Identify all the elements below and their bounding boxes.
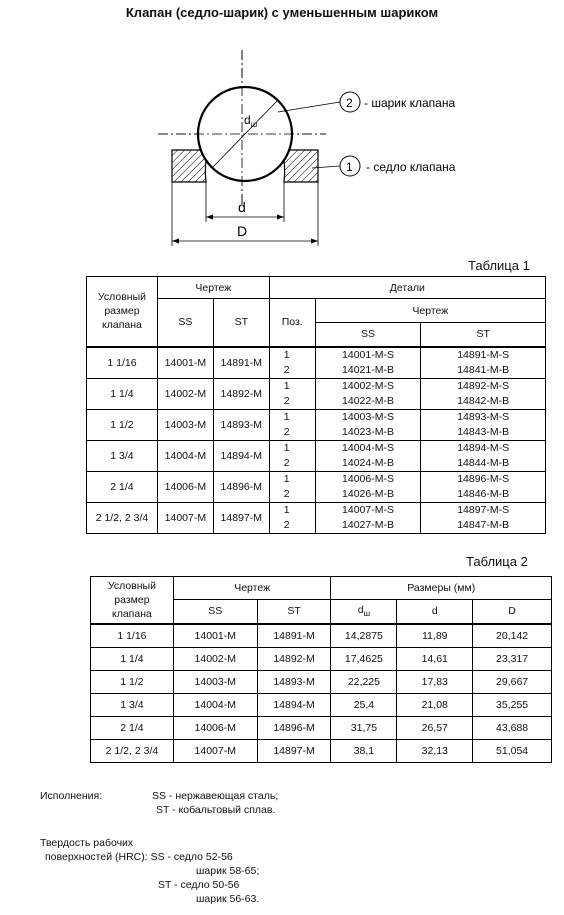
t1-cell-dst: 14897-M-S 14847-M-B (421, 502, 546, 533)
t1-cell-dss: 14004-M-S 14024-M-B (315, 440, 421, 471)
hardness-line-4: ST - седло 50-56 (158, 879, 240, 891)
t2-cell-dball: 25,4 (331, 693, 397, 716)
t1-cell-size: 1 1/2 (87, 409, 158, 440)
t2-cell-D: 23,317 (473, 647, 552, 670)
t1-header-pos: Поз. (269, 299, 315, 347)
hardness-line-5: шарик 56-63. (196, 893, 260, 905)
t1-cell-ss: 14001-M (157, 347, 213, 379)
t1-cell-st: 14892-M (213, 378, 269, 409)
t1-cell-size: 1 1/4 (87, 378, 158, 409)
t1-cell-ss: 14007-M (157, 502, 213, 533)
t1-cell-pos: 1 2 (269, 409, 315, 440)
t2-cell-D: 43,688 (473, 716, 552, 739)
t2-cell-st: 14894-M (257, 693, 331, 716)
t2-cell-dball: 38,1 (331, 739, 397, 762)
t1-cell-st: 14897-M (213, 502, 269, 533)
t2-cell-D: 35,255 (473, 693, 552, 716)
t2-header-drawing: Чертеж (173, 577, 331, 600)
D-dimension-label: D (237, 223, 248, 239)
callout-1-number: 1 (346, 160, 353, 174)
t2-cell-dball: 14,2875 (331, 624, 397, 648)
t1-header-details-drawing: Чертеж (315, 299, 545, 323)
t2-cell-d: 21,08 (397, 693, 473, 716)
t1-cell-pos: 1 2 (269, 347, 315, 379)
t2-header-dims: Размеры (мм) (331, 577, 552, 600)
t2-cell-st: 14897-M (257, 739, 331, 762)
t1-cell-dst: 14893-M-S 14843-M-B (421, 409, 546, 440)
t1-header-details: Детали (269, 277, 545, 299)
table2 (90, 576, 552, 763)
t1-cell-size: 1 3/4 (87, 440, 158, 471)
t2-cell-ss: 14003-M (173, 670, 257, 693)
t2-cell-ss: 14006-M (173, 716, 257, 739)
t1-header-ss: SS (157, 299, 213, 347)
t2-cell-ss: 14002-M (173, 647, 257, 670)
t2-cell-dball: 31,75 (331, 716, 397, 739)
t1-cell-pos: 1 2 (269, 378, 315, 409)
t2-cell-D: 51,054 (473, 739, 552, 762)
t1-header-drawing: Чертеж (157, 277, 269, 299)
t1-header-st: ST (213, 299, 269, 347)
t2-cell-ss: 14007-M (173, 739, 257, 762)
t2-cell-st: 14896-M (257, 716, 331, 739)
t2-header-size: Условный размер клапана (91, 577, 174, 624)
callout-2-number: 2 (346, 96, 353, 110)
t1-cell-ss: 14002-M (157, 378, 213, 409)
t1-cell-dst: 14891-M-S 14841-M-B (421, 347, 546, 379)
table1-caption: Таблица 1 (468, 258, 530, 273)
t2-cell-D: 20,142 (473, 624, 552, 648)
t1-cell-pos: 1 2 (269, 502, 315, 533)
t2-header-d: d (397, 600, 473, 624)
t1-cell-dss: 14001-M-S 14021-M-B (315, 347, 421, 379)
t2-cell-size: 1 1/4 (91, 647, 174, 670)
t1-cell-pos: 1 2 (269, 440, 315, 471)
t2-cell-dball: 22,225 (331, 670, 397, 693)
t1-cell-st: 14894-M (213, 440, 269, 471)
callout-1-label: - седло клапана (366, 160, 456, 174)
t2-row (91, 693, 552, 716)
t1-cell-st: 14893-M (213, 409, 269, 440)
t2-row (91, 716, 552, 739)
t2-cell-size: 2 1/2, 2 3/4 (91, 739, 174, 762)
t2-cell-D: 29,667 (473, 670, 552, 693)
t1-cell-dst: 14892-M-S 14842-M-B (421, 378, 546, 409)
t1-cell-ss: 14006-M (157, 471, 213, 502)
t1-cell-ss: 14004-M (157, 440, 213, 471)
hardness-line-3: шарик 58-65; (196, 865, 260, 877)
t2-row (91, 624, 552, 648)
t1-header-size: Условный размер клапана (87, 277, 158, 347)
t2-cell-ss: 14004-M (173, 693, 257, 716)
t2-header-ss: SS (173, 600, 257, 624)
t1-cell-pos: 1 2 (269, 471, 315, 502)
t2-cell-st: 14893-M (257, 670, 331, 693)
t1-cell-st: 14891-M (213, 347, 269, 379)
versions-label: Исполнения: (40, 790, 103, 802)
versions-st: ST - кобальтовый сплав. (156, 804, 276, 816)
t1-cell-dss: 14002-M-S 14022-M-B (315, 378, 421, 409)
t2-header-D: D (473, 600, 552, 624)
t2-cell-ss: 14001-M (173, 624, 257, 648)
t2-cell-d: 17,83 (397, 670, 473, 693)
t1-row (87, 471, 546, 502)
ball-dimension-label: $d_ш$ (244, 113, 258, 129)
t1-cell-dst: 14894-M-S 14844-M-B (421, 440, 546, 471)
t2-header-st: ST (257, 600, 331, 624)
d-dimension-label: d (238, 199, 246, 215)
t2-cell-d: 26,57 (397, 716, 473, 739)
hardness-line-1: Твердость рабочих (40, 837, 134, 849)
t1-row (87, 502, 546, 533)
table2-caption: Таблица 2 (466, 554, 528, 569)
t2-cell-d: 32,13 (397, 739, 473, 762)
t1-header-details-ss: SS (315, 323, 421, 347)
t2-cell-d: 14,61 (397, 647, 473, 670)
t1-row (87, 378, 546, 409)
t2-header-dball: $d_ш$ (331, 600, 397, 624)
page-title: Клапан (седло-шарик) с уменьшенным шариком (125, 5, 439, 20)
callout-2-label: - шарик клапана (364, 96, 456, 110)
t2-cell-size: 1 1/16 (91, 624, 174, 648)
t1-cell-size: 2 1/2, 2 3/4 (87, 502, 158, 533)
t1-row (87, 347, 546, 379)
t1-cell-dss: 14007-M-S 14027-M-B (315, 502, 421, 533)
t1-row (87, 409, 546, 440)
t2-cell-st: 14891-M (257, 624, 331, 648)
versions-ss: SS - нержавеющая сталь; (152, 790, 279, 802)
t2-cell-d: 11,89 (397, 624, 473, 648)
t1-cell-size: 2 1/4 (87, 471, 158, 502)
t1-header-details-st: ST (421, 323, 546, 347)
t1-cell-dss: 14006-M-S 14026-M-B (315, 471, 421, 502)
t1-cell-ss: 14003-M (157, 409, 213, 440)
t2-cell-dball: 17,4625 (331, 647, 397, 670)
t2-row (91, 647, 552, 670)
valve-drawing (150, 50, 490, 250)
t1-cell-dst: 14896-M-S 14846-M-B (421, 471, 546, 502)
hardness-line-2: поверхностей (HRC): SS - седло 52-56 (45, 851, 233, 863)
t2-cell-size: 1 3/4 (91, 693, 174, 716)
t1-row (87, 440, 546, 471)
t2-cell-size: 1 1/2 (91, 670, 174, 693)
table1 (86, 276, 546, 534)
t2-row (91, 670, 552, 693)
t1-cell-dss: 14003-M-S 14023-M-B (315, 409, 421, 440)
t1-cell-st: 14896-M (213, 471, 269, 502)
t2-row (91, 739, 552, 762)
t1-cell-size: 1 1/16 (87, 347, 158, 379)
t2-cell-size: 2 1/4 (91, 716, 174, 739)
t2-cell-st: 14892-M (257, 647, 331, 670)
